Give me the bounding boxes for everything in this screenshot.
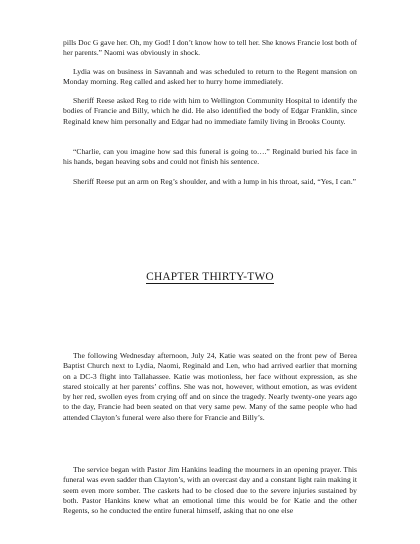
paragraph: The following Wednesday afternoon, July 24, Katie was seated on the front pew of Berea Baptist Church next to Lydia, Naomi, Reginald and Len, who had arrived earlier that morning on a DC-3 flight into Tallahassee. Katie was motionless, her face without expression, as she stared stoically at her parents’ coffins. She was not, however, without emotion, as was evident by her red, swollen eyes from crying off and on since the tragedy. Nearly twenty-one years ago to the day, Francie had been seated on that very same pew. Many of the same people who had attended Clayton’s funeral were also there for Francie and Billy’s. <box>63 351 357 422</box>
chapter-title: CHAPTER THIRTY-TWO <box>146 271 274 283</box>
paragraph: The service began with Pastor Jim Hankins leading the mourners in an opening prayer. This funeral was even sadder than Clayton’s, with an overcast day and a constant light rain making it seem even more somber. The caskets had to be closed due to the severe injuries sustained by both. Pastor Hankins knew what an emotional time this would be for Katie and the other Regents, so he conducted the entire funeral himself, asking that no one else <box>63 465 357 516</box>
page-content <box>63 0 357 544</box>
paragraph: Sheriff Reese put an arm on Reg’s shoulder, and with a lump in his throat, said, “Yes, I can.” <box>73 177 357 186</box>
chapter-heading <box>63 270 357 284</box>
paragraph: Sheriff Reese asked Reg to ride with him to Wellington Community Hospital to identify the bodies of Francie and Billy, which he did. He also identified the body of Edgar Franklin, since Reginald knew him personally and Edgar had no immediate family living in Brooks County. <box>63 96 357 126</box>
paragraph: pills Doc G gave her. Oh, my God! I don’t know how to tell her. She knows Francie lost both of her parents.” Naomi was obviously in shock. <box>63 38 357 58</box>
paragraph: “Charlie, can you imagine how sad this funeral is going to….” Reginald buried his face in his hands, began heaving sobs and could not finish his sentence. <box>63 147 357 167</box>
paragraph: Lydia was on business in Savannah and was scheduled to return to the Regent mansion on Monday morning. Reg called and asked her to hurry home immediately. <box>63 67 357 87</box>
